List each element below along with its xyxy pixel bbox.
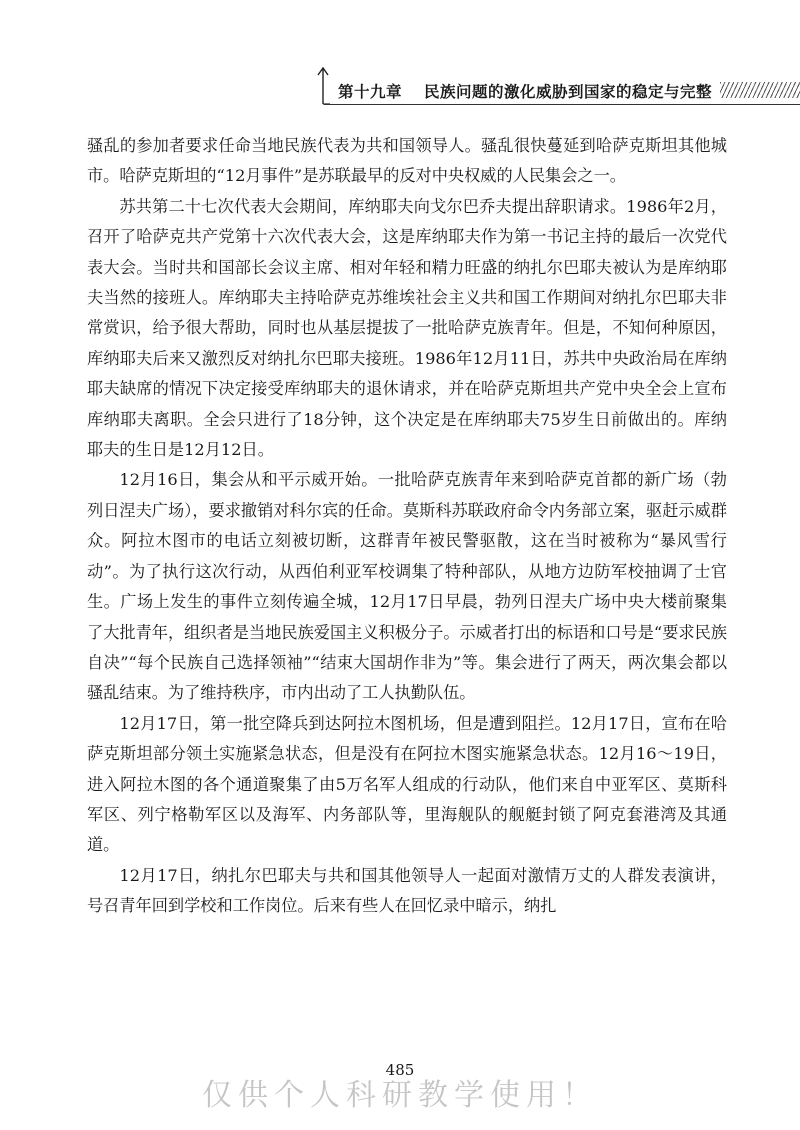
up-arrow-icon xyxy=(316,66,330,106)
page-number: 485 xyxy=(385,1061,415,1079)
header-rule xyxy=(324,104,800,105)
paragraph: 12月17日，第一批空降兵到达阿拉木图机场，但是遭到阻拦。12月17日，宣布在哈萨克斯坦部分领土实施紧急状态，但是没有在阿拉木图实施紧急状态。12月16～19日，进入阿拉木图的各个通道聚集了由5万名军人组成的行动队，他们来自中亚军区、莫斯科军区、列宁格勒军区以及海军、内务部队等，里海舰队的舰艇封锁了阿克套港湾及其通道。 xyxy=(87,713,727,855)
chapter-number: 第十九章 xyxy=(338,83,403,101)
paragraph: 骚乱的参加者要求任命当地民族代表为共和国领导人。骚乱很快蔓延到哈萨克斯坦其他城市。哈萨克斯坦的“12月事件”是苏联最早的反对中央权威的人民集会之一。 xyxy=(87,136,727,186)
paragraph: 12月16日，集会从和平示威开始。一批哈萨克族青年来到哈萨克首都的新广场（勃列日涅夫广场），要求撤销对科尔宾的任命。莫斯科苏联政府命令内务部立案，驱赶示威群众。阿拉木图市的电话立刻被切断，这群青年被民警驱散，这在当时被称为“暴风雪行动”。为了执行这次行动，从西伯利亚军校调集了特种部队，从地方边防军校抽调了士官生。广场上发生的事件立刻传遍全城，12月17日早晨，勃列日涅夫广场中央大楼前聚集了大批青年，组织者是当地民族爱国主义积极分子。示威者打出的标语和口号是“要求民族自决”“每个民族自己选择领袖”“结束大国胡作非为”等。集会进行了两天，两次集会都以骚乱结束。为了维持秩序，市内出动了工人执勤队伍。 xyxy=(87,470,727,703)
body-text xyxy=(87,131,727,922)
chapter-heading xyxy=(338,80,712,102)
chapter-title: 民族问题的激化威胁到国家的稳定与完整 xyxy=(424,83,713,101)
header-hatch-decoration xyxy=(720,82,800,98)
running-header xyxy=(316,66,800,106)
paragraph: 苏共第二十七次代表大会期间，库纳耶夫向戈尔巴乔夫提出辞职请求。1986年2月，召开了哈萨克共产党第十六次代表大会，这是库纳耶夫作为第一书记主持的最后一次党代表大会。当时共和国部长会议主席、相对年轻和精力旺盛的纳扎尔巴耶夫被认为是库纳耶夫当然的接班人。库纳耶夫主持哈萨克苏维埃社会主义共和国工作期间对纳扎尔巴耶夫非常赏识，给予很大帮助，同时也从基层提拔了一批哈萨克族青年。但是，不知何种原因，库纳耶夫后来又激烈反对纳扎尔巴耶夫接班。1986年12月11日，苏共中央政治局在库纳耶夫缺席的情况下决定接受库纳耶夫的退休请求，并在哈萨克斯坦共产党中央全会上宣布库纳耶夫离职。全会只进行了18分钟，这个决定是在库纳耶夫75岁生日前做出的。库纳耶夫的生日是12月12日。 xyxy=(87,196,727,460)
paragraph: 12月17日，纳扎尔巴耶夫与共和国其他领导人一起面对激情万丈的人群发表演讲，号召青年回到学校和工作岗位。后来有些人在回忆录中暗示，纳扎 xyxy=(87,865,727,916)
watermark: 仅供个人科研教学使用！ xyxy=(202,1078,598,1113)
